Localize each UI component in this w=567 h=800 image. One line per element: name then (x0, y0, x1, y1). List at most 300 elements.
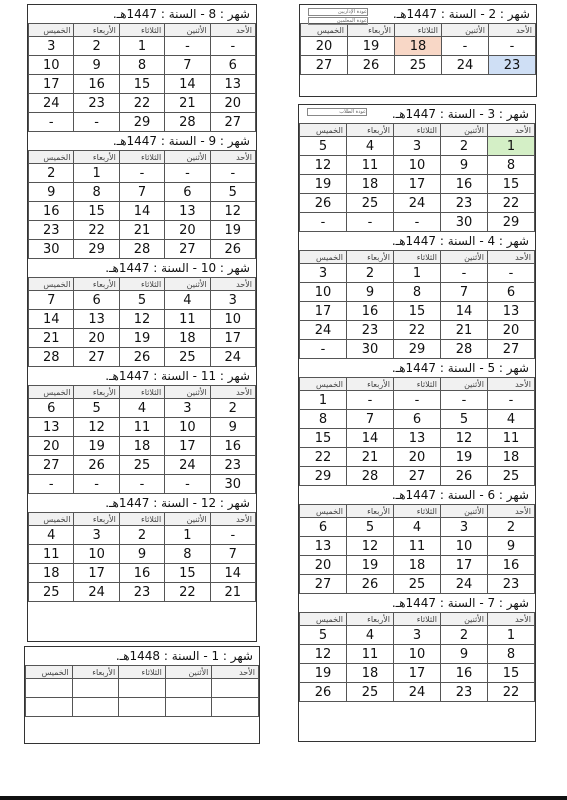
week-row (29, 291, 256, 310)
day-cell: 24 (300, 321, 347, 340)
day-cell: 9 (441, 645, 488, 664)
month-title: شهر : 11 - السنة : 1447هـ. (105, 369, 250, 383)
day-cell: 8 (394, 283, 441, 302)
day-cell: 14 (29, 310, 74, 329)
day-cell: 9 (441, 156, 488, 175)
legend (308, 8, 368, 26)
weekday-header: الثلاثاء (119, 513, 164, 526)
weekday-header: الأحد (210, 24, 255, 37)
day-cell: 11 (29, 545, 74, 564)
day-cell: 13 (29, 418, 74, 437)
weekday-header: الأحد (488, 613, 535, 626)
month-title: شهر : 3 - السنة : 1447هـ. (391, 107, 529, 121)
day-cell: 17 (441, 556, 488, 575)
weekday-header: الأحد (489, 24, 536, 37)
month-grid (28, 512, 256, 602)
day-cell (72, 679, 119, 698)
bottom-border (0, 796, 567, 800)
day-cell (26, 679, 73, 698)
day-cell: 12 (74, 418, 119, 437)
weekday-header: الأحد (212, 666, 259, 679)
week-row (300, 683, 535, 702)
day-cell: 22 (488, 194, 535, 213)
day-cell: 8 (165, 545, 210, 564)
day-cell: 15 (394, 302, 441, 321)
week-row (29, 113, 256, 132)
week-row (300, 283, 535, 302)
day-cell: 22 (488, 683, 535, 702)
day-cell: 14 (210, 564, 255, 583)
day-cell: 4 (165, 291, 210, 310)
weekday-header: الأثنين (165, 278, 210, 291)
day-cell: 5 (441, 410, 488, 429)
day-cell: - (210, 526, 255, 545)
day-cell: 22 (394, 321, 441, 340)
week-row (29, 545, 256, 564)
day-cell: 2 (119, 526, 164, 545)
weekday-header: الأثنين (165, 151, 210, 164)
legend-item: عودة الإداريين (308, 8, 368, 16)
week-row (29, 202, 256, 221)
month-title: شهر : 5 - السنة : 1447هـ. (391, 361, 529, 375)
day-cell: 4 (29, 526, 74, 545)
day-cell: 16 (347, 302, 394, 321)
day-cell: 23 (74, 94, 119, 113)
week-row (300, 518, 535, 537)
week-row (29, 164, 256, 183)
day-cell (119, 698, 166, 717)
day-cell: 9 (347, 283, 394, 302)
day-cell: 13 (165, 202, 210, 221)
day-cell: - (165, 475, 210, 494)
month-grid (25, 665, 259, 717)
day-cell: 29 (300, 467, 347, 486)
day-cell: 7 (347, 410, 394, 429)
week-row (300, 664, 535, 683)
day-cell: 4 (347, 626, 394, 645)
day-cell: 16 (119, 564, 164, 583)
day-cell: 23 (489, 56, 536, 75)
day-cell: 27 (74, 348, 119, 367)
day-cell: 11 (394, 537, 441, 556)
day-cell: 10 (394, 645, 441, 664)
weekday-header: الأحد (210, 386, 255, 399)
weekday-header: الأربعاء (347, 505, 394, 518)
day-cell: 9 (119, 545, 164, 564)
day-cell: - (442, 37, 489, 56)
day-cell: 3 (29, 37, 74, 56)
day-cell: 27 (165, 240, 210, 259)
day-cell: 22 (119, 94, 164, 113)
month-grid (299, 123, 535, 232)
day-cell (72, 698, 119, 717)
day-cell: 6 (74, 291, 119, 310)
day-cell: 8 (300, 410, 347, 429)
day-cell: 5 (74, 399, 119, 418)
day-cell: 25 (395, 56, 442, 75)
day-cell: 27 (301, 56, 348, 75)
month-11 (28, 367, 256, 494)
month-grid (28, 23, 256, 132)
week-row (29, 418, 256, 437)
day-cell: 11 (165, 310, 210, 329)
weekday-header: الأثنين (442, 24, 489, 37)
day-cell: 18 (29, 564, 74, 583)
day-cell: 15 (488, 175, 535, 194)
weekday-header: الأحد (488, 251, 535, 264)
day-cell: - (210, 164, 255, 183)
day-cell: 18 (395, 37, 442, 56)
day-cell: 23 (29, 221, 74, 240)
day-cell: 25 (347, 683, 394, 702)
day-cell: - (119, 164, 164, 183)
day-cell: 12 (210, 202, 255, 221)
week-row (26, 698, 259, 717)
week-row (29, 310, 256, 329)
weekday-header: الأربعاء (347, 124, 394, 137)
day-cell: 18 (119, 437, 164, 456)
day-cell: - (441, 391, 488, 410)
week-row (300, 321, 535, 340)
week-row (300, 410, 535, 429)
day-cell: 22 (300, 448, 347, 467)
day-cell: 6 (300, 518, 347, 537)
day-cell: 19 (210, 221, 255, 240)
day-cell: 4 (488, 410, 535, 429)
month-7 (299, 594, 535, 702)
day-cell (26, 698, 73, 717)
month-6 (299, 486, 535, 594)
weekday-header: الأثنين (441, 124, 488, 137)
weekday-header: الأربعاء (348, 24, 395, 37)
day-cell (212, 698, 259, 717)
month-title: شهر : 9 - السنة : 1447هـ. (112, 134, 250, 148)
day-cell: 10 (441, 537, 488, 556)
day-cell: 19 (74, 437, 119, 456)
weekday-header: الخميس (29, 386, 74, 399)
day-cell: 7 (165, 56, 210, 75)
weekday-header: الأربعاء (74, 386, 119, 399)
day-cell: 26 (348, 56, 395, 75)
week-row (300, 448, 535, 467)
day-cell: 21 (441, 321, 488, 340)
week-row (300, 391, 535, 410)
day-cell: 18 (394, 556, 441, 575)
month-8 (28, 5, 256, 132)
day-cell: 20 (394, 448, 441, 467)
day-cell: 19 (348, 37, 395, 56)
month-4 (299, 232, 535, 359)
day-cell: 11 (347, 645, 394, 664)
day-cell: 21 (29, 329, 74, 348)
week-row (29, 456, 256, 475)
day-cell: 19 (347, 556, 394, 575)
day-cell: 30 (210, 475, 255, 494)
day-cell: 10 (74, 545, 119, 564)
day-cell: 14 (441, 302, 488, 321)
day-cell: 3 (165, 399, 210, 418)
day-cell (119, 679, 166, 698)
day-cell: 28 (347, 467, 394, 486)
day-cell: 28 (29, 348, 74, 367)
day-cell: - (300, 340, 347, 359)
day-cell: 9 (29, 183, 74, 202)
weekday-header: الخميس (29, 513, 74, 526)
day-cell (165, 698, 212, 717)
day-cell (212, 679, 259, 698)
week-row (29, 240, 256, 259)
month-9 (28, 132, 256, 259)
day-cell: 23 (441, 683, 488, 702)
month-grid (28, 385, 256, 494)
day-cell: 16 (29, 202, 74, 221)
day-cell: 2 (347, 264, 394, 283)
month-title: شهر : 1 - السنة : 1448هـ. (115, 649, 253, 663)
day-cell: 1 (119, 37, 164, 56)
day-cell: - (394, 213, 441, 232)
day-cell: 3 (394, 137, 441, 156)
day-cell: 10 (300, 283, 347, 302)
day-cell: 19 (300, 175, 347, 194)
weekday-header: الأثنين (165, 386, 210, 399)
day-cell: 28 (165, 113, 210, 132)
day-cell: - (210, 37, 255, 56)
day-cell: 26 (441, 467, 488, 486)
day-cell: 7 (29, 291, 74, 310)
day-cell: 10 (29, 56, 74, 75)
week-row (29, 348, 256, 367)
day-cell: 20 (301, 37, 348, 56)
day-cell: 9 (488, 537, 535, 556)
weekday-header: الخميس (29, 278, 74, 291)
day-cell: 24 (441, 575, 488, 594)
week-row (29, 221, 256, 240)
day-cell: 24 (165, 456, 210, 475)
day-cell: 5 (300, 137, 347, 156)
weekday-header: الأربعاء (74, 24, 119, 37)
weekday-header: الأثنين (441, 251, 488, 264)
day-cell: 14 (119, 202, 164, 221)
day-cell: 25 (29, 583, 74, 602)
month-1 (25, 647, 259, 717)
day-cell: 7 (441, 283, 488, 302)
day-cell: 1 (488, 626, 535, 645)
day-cell: 13 (74, 310, 119, 329)
weekday-header: الأربعاء (74, 278, 119, 291)
day-cell: 13 (488, 302, 535, 321)
weekday-header: الثلاثاء (394, 251, 441, 264)
day-cell: 21 (210, 583, 255, 602)
weekday-header: الأثنين (441, 378, 488, 391)
month-grid (299, 504, 535, 594)
weekday-header: الثلاثاء (394, 378, 441, 391)
weekday-header: الأربعاء (74, 151, 119, 164)
day-cell: 23 (119, 583, 164, 602)
week-row (300, 175, 535, 194)
day-cell: 13 (394, 429, 441, 448)
month-title: شهر : 2 - السنة : 1447هـ. (392, 7, 530, 21)
day-cell: 17 (394, 664, 441, 683)
weekday-header: الخميس (29, 24, 74, 37)
week-row (29, 329, 256, 348)
month-5 (299, 359, 535, 486)
day-cell: 20 (165, 221, 210, 240)
day-cell: 3 (210, 291, 255, 310)
week-row (300, 194, 535, 213)
day-cell: 15 (300, 429, 347, 448)
weekday-header: الخميس (300, 378, 347, 391)
day-cell: 1 (165, 526, 210, 545)
weekday-header: الثلاثاء (394, 124, 441, 137)
weekday-header: الخميس (29, 151, 74, 164)
day-cell: 24 (210, 348, 255, 367)
day-cell: 19 (300, 664, 347, 683)
day-cell: 1 (488, 137, 535, 156)
day-cell: 12 (347, 537, 394, 556)
day-cell: 16 (488, 556, 535, 575)
week-row (29, 37, 256, 56)
day-cell: 5 (300, 626, 347, 645)
weekday-header: الأربعاء (74, 513, 119, 526)
weekday-header: الأحد (488, 124, 535, 137)
day-cell: 4 (347, 137, 394, 156)
day-cell: 29 (488, 213, 535, 232)
day-cell: 20 (29, 437, 74, 456)
day-cell: 11 (119, 418, 164, 437)
day-cell: 6 (210, 56, 255, 75)
day-cell: 20 (74, 329, 119, 348)
weekday-header: الأثنين (441, 505, 488, 518)
week-row (29, 399, 256, 418)
week-row (300, 575, 535, 594)
month-grid (300, 23, 536, 75)
day-cell: 6 (29, 399, 74, 418)
day-cell: 2 (441, 626, 488, 645)
day-cell: 5 (119, 291, 164, 310)
week-row (300, 156, 535, 175)
week-row (29, 94, 256, 113)
day-cell: 15 (119, 75, 164, 94)
day-cell: 28 (441, 340, 488, 359)
day-cell: 10 (210, 310, 255, 329)
day-cell: 25 (165, 348, 210, 367)
calendar-panel-left (27, 4, 257, 642)
day-cell: 3 (394, 626, 441, 645)
day-cell: 17 (165, 437, 210, 456)
day-cell: 21 (165, 94, 210, 113)
day-cell: 23 (441, 194, 488, 213)
day-cell: 20 (488, 321, 535, 340)
calendar-panel-next-year (24, 646, 260, 744)
month-grid (299, 250, 535, 359)
weekday-header: الأحد (210, 278, 255, 291)
day-cell: 1 (300, 391, 347, 410)
day-cell: 20 (210, 94, 255, 113)
day-cell: 25 (347, 194, 394, 213)
day-cell: 25 (488, 467, 535, 486)
week-row (300, 556, 535, 575)
day-cell: 17 (29, 75, 74, 94)
day-cell: 27 (300, 575, 347, 594)
day-cell: - (119, 475, 164, 494)
day-cell: 7 (119, 183, 164, 202)
day-cell: 27 (210, 113, 255, 132)
day-cell: 16 (441, 664, 488, 683)
weekday-header: الأربعاء (347, 613, 394, 626)
day-cell: 26 (347, 575, 394, 594)
day-cell: - (394, 391, 441, 410)
day-cell: 3 (300, 264, 347, 283)
day-cell: 26 (300, 683, 347, 702)
week-row (300, 213, 535, 232)
day-cell: 10 (394, 156, 441, 175)
day-cell: - (347, 213, 394, 232)
day-cell: 18 (347, 664, 394, 683)
week-row (300, 302, 535, 321)
week-row (29, 75, 256, 94)
day-cell: 15 (165, 564, 210, 583)
day-cell (165, 679, 212, 698)
day-cell: 26 (210, 240, 255, 259)
day-cell: 12 (441, 429, 488, 448)
day-cell: 8 (488, 156, 535, 175)
day-cell: - (74, 475, 119, 494)
week-row (29, 564, 256, 583)
day-cell: - (29, 113, 74, 132)
weekday-header: الأحد (210, 151, 255, 164)
calendar-panel-month-2 (299, 4, 537, 97)
day-cell: 29 (394, 340, 441, 359)
day-cell: 23 (347, 321, 394, 340)
weekday-header: الأحد (488, 378, 535, 391)
day-cell: 22 (74, 221, 119, 240)
weekday-header: الأثنين (165, 513, 210, 526)
day-cell: 17 (394, 175, 441, 194)
day-cell: 24 (29, 94, 74, 113)
day-cell: 15 (488, 664, 535, 683)
weekday-header: الأحد (488, 505, 535, 518)
day-cell: 12 (119, 310, 164, 329)
weekday-header: الثلاثاء (119, 386, 164, 399)
day-cell: 22 (165, 583, 210, 602)
day-cell: - (165, 164, 210, 183)
week-row (300, 467, 535, 486)
weekday-header: الأربعاء (347, 251, 394, 264)
day-cell: 27 (488, 340, 535, 359)
week-row (300, 645, 535, 664)
legend-item: عودة الطلاب (307, 108, 367, 116)
day-cell: 3 (74, 526, 119, 545)
week-row (29, 475, 256, 494)
weekday-header: الثلاثاء (119, 151, 164, 164)
week-row (26, 679, 259, 698)
month-3 (299, 105, 535, 232)
day-cell: - (300, 213, 347, 232)
day-cell: 26 (300, 194, 347, 213)
day-cell: 5 (347, 518, 394, 537)
week-row (300, 537, 535, 556)
day-cell: - (347, 391, 394, 410)
weekday-header: الخميس (300, 124, 347, 137)
day-cell: 2 (210, 399, 255, 418)
day-cell: 26 (119, 348, 164, 367)
month-grid (28, 277, 256, 367)
weekday-header: الأربعاء (347, 378, 394, 391)
day-cell: 2 (441, 137, 488, 156)
day-cell: 6 (165, 183, 210, 202)
day-cell: 12 (300, 156, 347, 175)
weekday-header: الثلاثاء (394, 613, 441, 626)
